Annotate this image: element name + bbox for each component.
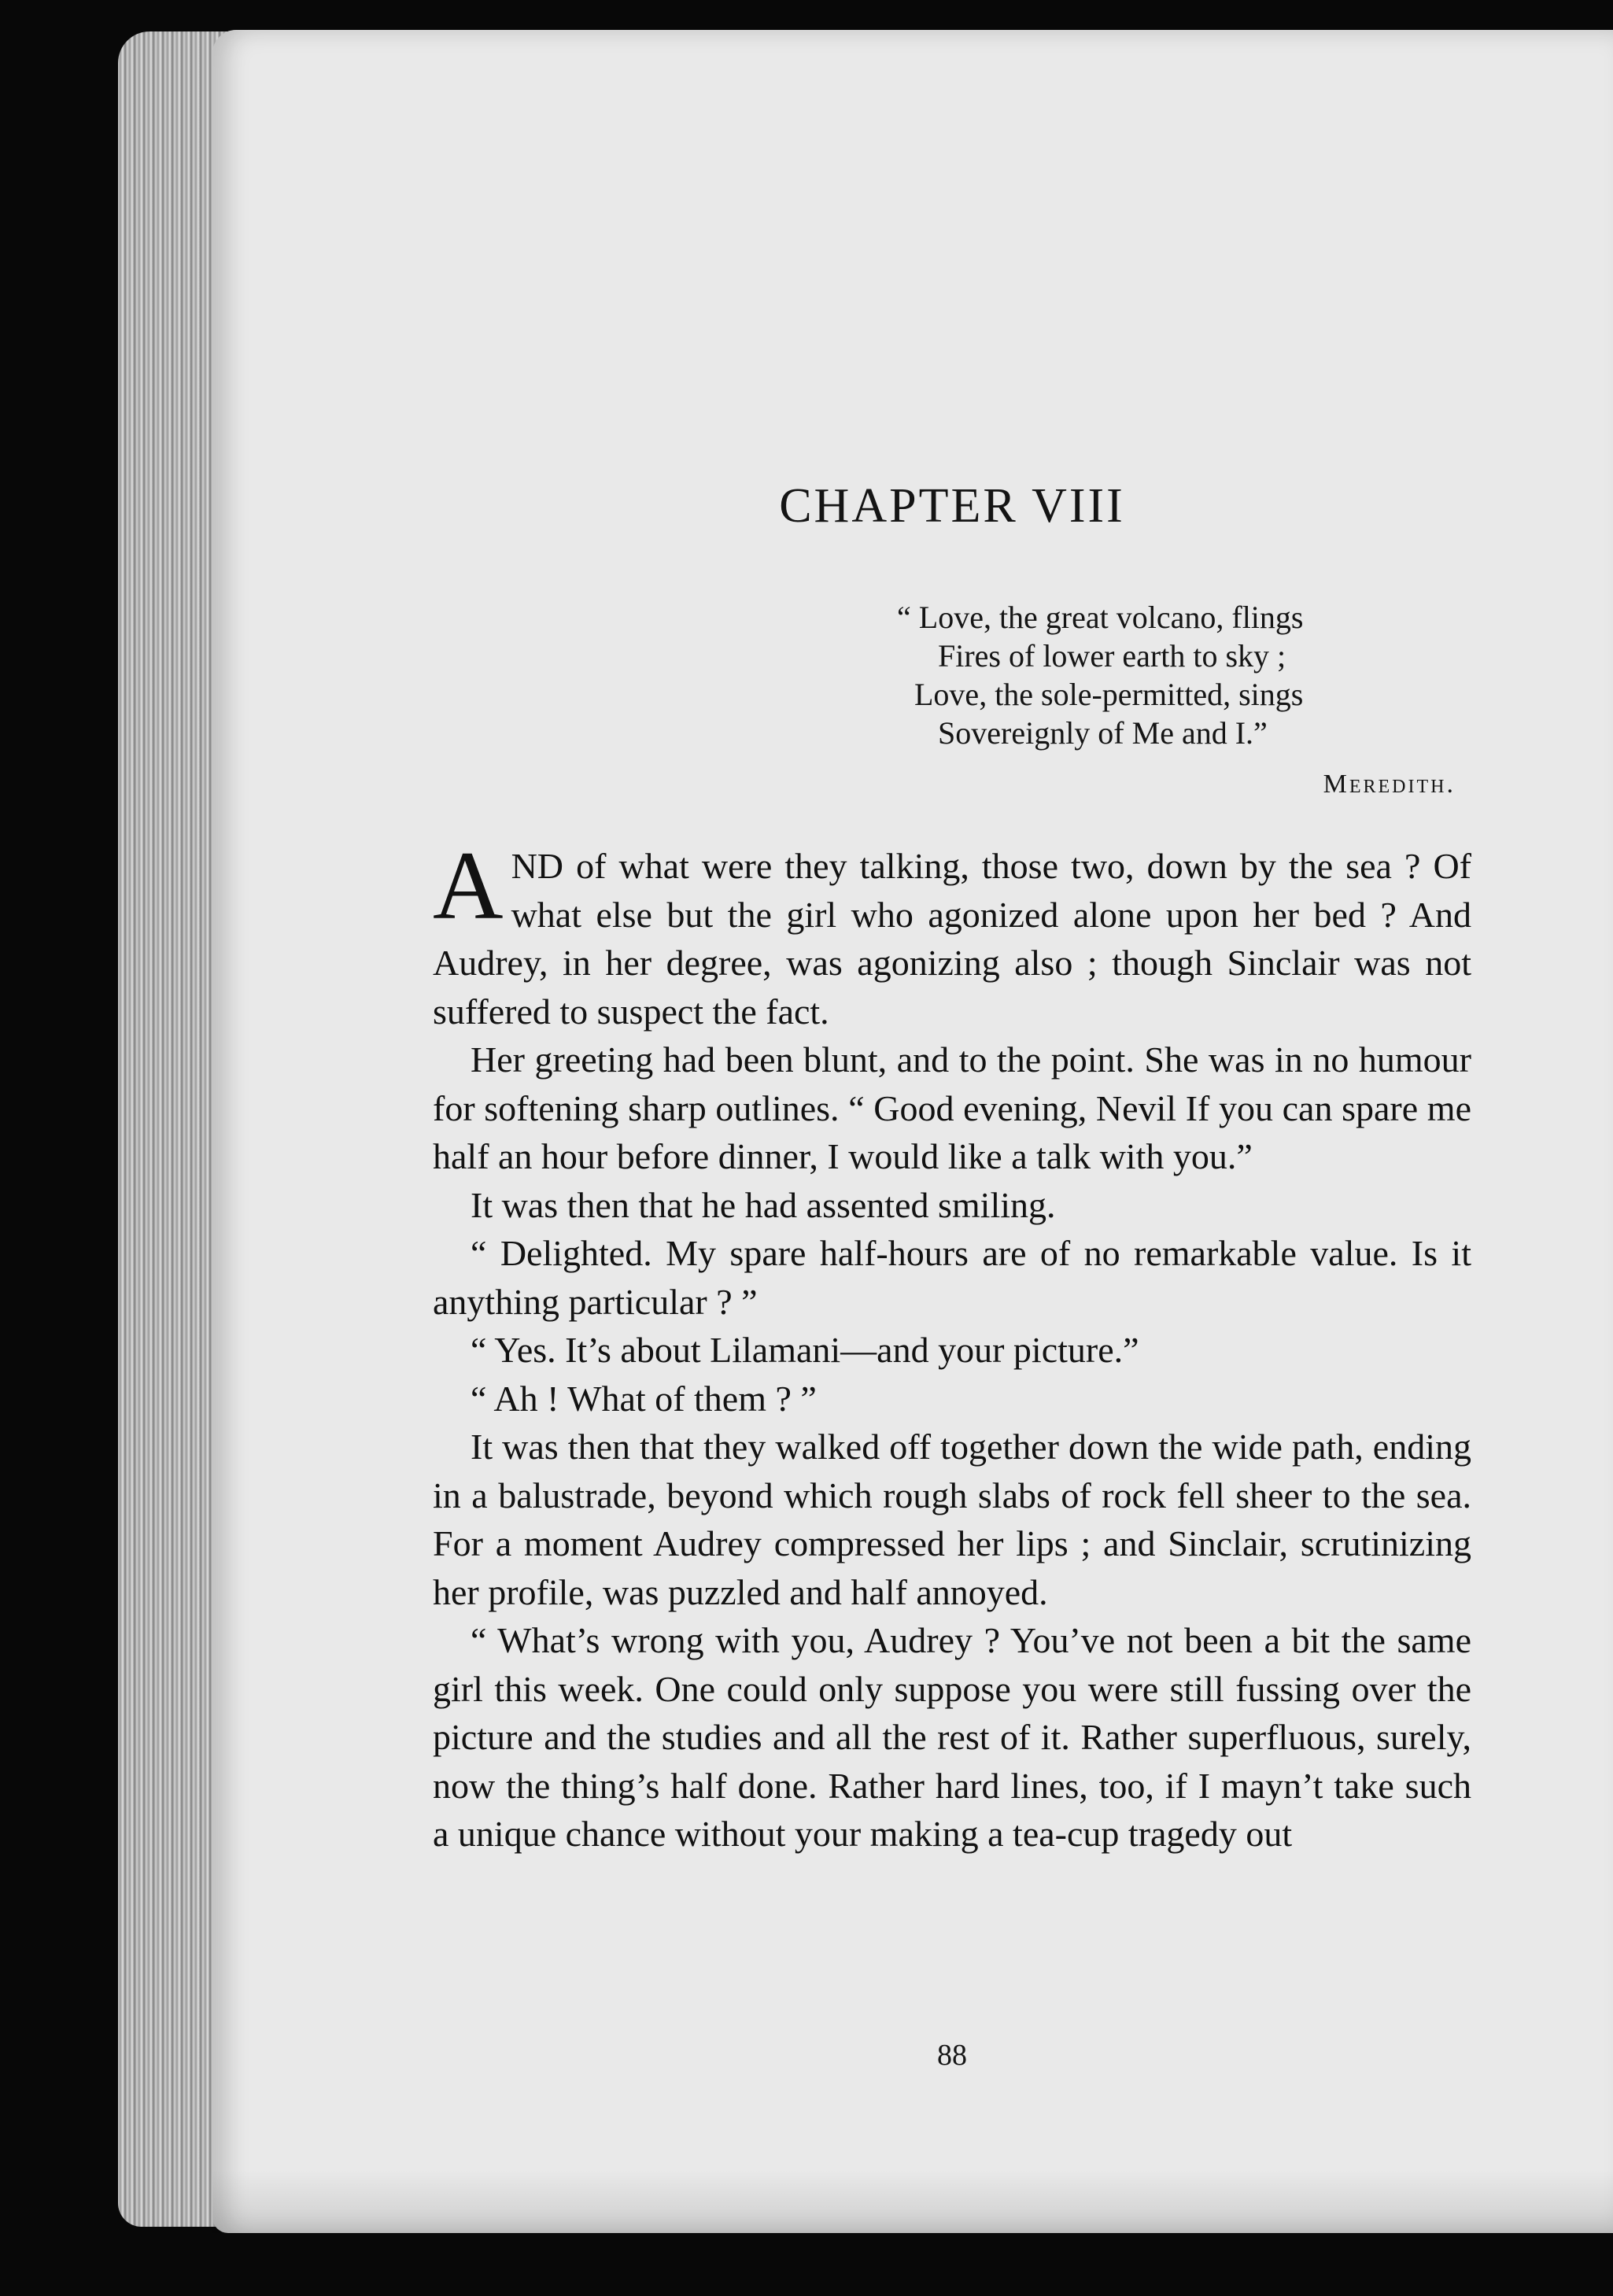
epigraph-line: Fires of lower earth to sky ; xyxy=(938,638,1286,674)
epigraph xyxy=(897,598,1464,752)
paragraph xyxy=(433,832,1471,1035)
epigraph-line: Love, the sole-permitted, sings xyxy=(914,677,1304,712)
opening-word: ND xyxy=(511,846,564,886)
drop-cap: A xyxy=(433,832,504,939)
page-number: 88 xyxy=(937,2039,967,2072)
paragraph: “ What’s wrong with you, Audrey ? You’ve not been a bit the same girl this week. One could only suppose you were still fussing over the picture and the studies and all the rest of it. Rather superfluous, surely, now the thing’s half done. Rather hard lines, too, if I mayn’t take such a unique chance without your making a tea-cup tragedy out xyxy=(433,1620,1471,1854)
epigraph-line: “ Love, the great volcano, flings xyxy=(897,600,1304,635)
epigraph-attribution: Meredith. xyxy=(1323,770,1456,799)
paragraph: “ Yes. It’s about Lilamani—and your picture.” xyxy=(471,1330,1139,1370)
paragraph: “ Delighted. My spare half-hours are of no remarkable value. Is it anything particular ? ” xyxy=(433,1233,1471,1322)
paragraph: It was then that they walked off together down the wide path, ending in a balustrade, beyond which rough slabs of rock fell sheer to the sea. For a moment Audrey compressed her lips ; and Sinclair, scrutinizing her profile, was puzzled and half annoyed. xyxy=(433,1427,1471,1612)
epigraph-line: Sovereignly of Me and I.” xyxy=(938,715,1268,751)
paragraph: “ Ah ! What of them ? ” xyxy=(471,1378,817,1419)
book-page xyxy=(212,30,1613,2233)
page-bottom-shadow xyxy=(212,2170,1613,2233)
chapter-body xyxy=(433,832,1471,1859)
paragraph: It was then that he had assented smiling. xyxy=(471,1184,1056,1225)
paragraph: Her greeting had been blunt, and to the point. She was in no humour for softening sharp outlines. “ Good evening, Nevil If you can spare me half an hour before dinner, I would like a talk with you.” xyxy=(433,1039,1471,1176)
chapter-title: CHAPTER VIII xyxy=(779,479,1125,533)
paragraph-text: of what were they talking, those two, down by the sea ? Of what else but the girl who agonized alone upon her bed ? And Audrey, in her degree, was agonizing also ; though Sinclair was not suffered to suspect the fact. xyxy=(433,846,1471,1032)
